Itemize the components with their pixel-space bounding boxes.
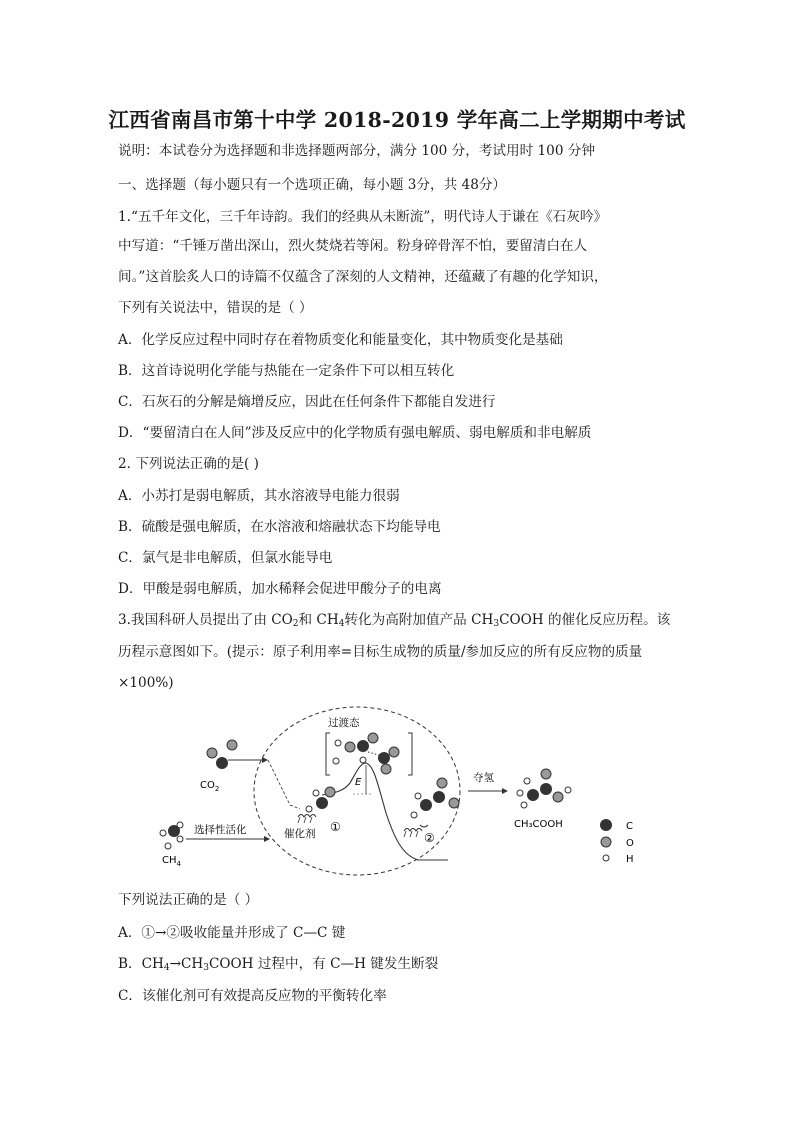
legend-carbon-label: C <box>626 821 633 832</box>
section-heading: 一、选择题（每小题只有一个选项正确，每小题 3分，共 48分） <box>118 177 507 193</box>
page-title: 江西省南昌市第十中学 2018-2019 学年高二上学期期中考试 <box>108 108 686 132</box>
legend-oxygen-label: O <box>626 838 634 849</box>
q3-option-a: A．①→②吸收能量并形成了 C—C 键 <box>118 925 346 941</box>
catalyst-label: 催化剂 <box>284 828 316 840</box>
q1-stem-line3: 间。”这首脍炙人口的诗篇不仅蕴含了深刻的人文精神，还蕴藏了有趣的化学知识， <box>118 269 608 285</box>
co2-label: $CO_2$ <box>200 780 220 793</box>
q1-option-a: A．化学反应过程中同时存在着物质变化和能量变化，其中物质变化是基础 <box>118 332 563 348</box>
q2-option-d: D．甲酸是弱电解质，加水稀释会促进甲酸分子的电离 <box>118 581 442 597</box>
q3-option-b: B．$CH_4\to CH_3COOH$ 过程中，有 C—H 键发生断裂 <box>118 956 439 973</box>
energy-curve <box>322 763 448 860</box>
q3-option-c: C．该催化剂可有效提高反应物的平衡转化率 <box>118 988 387 1004</box>
catalyst-state-2 <box>404 778 459 837</box>
q2-option-c: C．氯气是非电解质，但氯水能导电 <box>118 550 333 566</box>
catalyst-state-1 <box>298 787 335 823</box>
ch3cooh-molecule <box>517 769 571 808</box>
q1-stem-line2: 中写道：“千锤万凿出深山，烈火焚烧若等闲。粉身碎骨浑不怕，要留清白在人 <box>118 238 588 254</box>
energy-label: E <box>355 777 362 788</box>
bracket-left <box>326 733 330 775</box>
q2-option-b: B．硫酸是强电解质，在水溶液和熔融状态下均能导电 <box>118 519 441 535</box>
ch3cooh-label: CH₃COOH <box>514 819 563 830</box>
dehydrogenation-label: 夺氢 <box>473 772 494 784</box>
q2-option-a: A．小苏打是弱电解质，其水溶液导电能力很弱 <box>118 488 400 504</box>
q1-option-c: C．石灰石的分解是熵增反应，因此在任何条件下都能自发进行 <box>118 394 496 410</box>
step-2-label: ② <box>424 831 435 845</box>
q1-option-d: D．“要留清白在人间”涉及反应中的化学物质有强电解质、弱电解质和非电解质 <box>118 425 592 441</box>
selective-activation-label: 选择性活化 <box>194 824 247 836</box>
q3-stem-line3: ×100%) <box>118 675 174 691</box>
ch4-molecule <box>160 822 183 849</box>
intro-text: 说明：本试卷分为选择题和非选择题两部分，满分 100 分，考试用时 100 分钟 <box>118 143 595 159</box>
q1-option-b: B．这首诗说明化学能与热能在一定条件下可以相互转化 <box>118 363 455 379</box>
legend-oxygen-swatch <box>601 837 611 847</box>
step-1-label: ① <box>330 820 341 834</box>
q3-ask: 下列说法正确的是（ ） <box>118 892 259 908</box>
legend-hydrogen-swatch <box>603 855 609 861</box>
reaction-mechanism-diagram <box>150 705 650 885</box>
q3-stem-line1: 3.我国科研人员提出了由 $CO_2$和 $CH_4$转化为高附加值产品 $CH_3COOH$ 的催化反应历程。该 <box>118 612 671 629</box>
q2-stem: 2. 下列说法正确的是( ) <box>118 456 259 472</box>
q1-stem-line1: 1.“五千年文化，三千年诗韵。我们的经典从未断流”，明代诗人于谦在《石灰吟》 <box>118 209 608 225</box>
atom-legend <box>600 819 634 865</box>
legend-carbon-swatch <box>600 819 612 831</box>
bracket-right <box>408 733 412 775</box>
ch4-label: $CH_4$ <box>162 855 181 868</box>
transition-state-label: 过渡态 <box>328 717 360 729</box>
q1-stem-line4: 下列有关说法中，错误的是（ ） <box>118 300 313 316</box>
co2-molecule <box>207 740 237 769</box>
legend-hydrogen-label: H <box>626 854 634 865</box>
process-boundary-ellipse <box>254 707 460 875</box>
co2-dashed-path <box>268 760 300 809</box>
q3-stem-line2: 历程示意图如下。(提示：原子利用率=目标生成物的质量/参加反应的所有反应物的质量 <box>118 644 643 660</box>
